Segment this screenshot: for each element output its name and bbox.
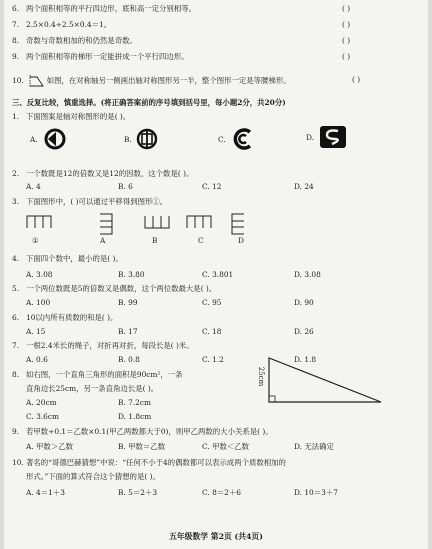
shape-c xyxy=(184,214,214,230)
answer-paren: ( ) xyxy=(342,36,351,45)
question-3: 3. 下面图形中，( )可以通过平移得到图形①。 xyxy=(12,197,168,206)
comb-shape-rotated-icon xyxy=(98,212,114,236)
answer-paren: ( ) xyxy=(342,52,351,61)
question-2: 2. 一个数既是12的倍数又是12的因数，这个数是( )。 xyxy=(12,169,194,178)
s-shape-logo-icon xyxy=(318,124,348,150)
question-10-line-2: 形式。”下面的算式符合这个猜想的是( )。 xyxy=(26,472,160,481)
question-1: 1. 下面图案是轴对称图形的是( )。 xyxy=(12,112,131,121)
question-8-line-2: 直角边长25cm，另一条直角边长是( )。 xyxy=(26,384,159,393)
question-7: 7. 一根2.4米长的绳子，对折再对折，每段长是( )米。 xyxy=(12,341,194,350)
option-b-logo: B. xyxy=(124,128,158,150)
side-length-label: 25cm xyxy=(257,366,266,387)
comb-shape-translated-icon xyxy=(185,214,213,228)
shape-a xyxy=(96,212,116,238)
option-d-logo: D. xyxy=(306,124,348,150)
bank-logo-icon xyxy=(136,128,158,150)
tf-item-6: 6. 两个面积相等的平行四边形，底和高一定分别相等。 ( ) xyxy=(12,4,351,13)
trapezoid-half-figure xyxy=(28,75,44,87)
question-6: 6. 10以内所有质数的和是( )。 xyxy=(12,313,118,322)
tf-item-9: 9. 两个面积相等的梯形一定能拼成一个平行四边形。 ( ) xyxy=(12,52,351,61)
tf-item-7: 7. 2.5×0.4÷2.5×0.4＝1。 ( ) xyxy=(12,20,351,29)
question-4: 4. 下面四个数中，最小的是( )。 xyxy=(12,254,123,263)
question-5: 5. 一个两位数既是5的倍数又是偶数，这个两位数最大是( )。 xyxy=(12,284,217,293)
tf-item-10: 10. 如图，在对称轴另一侧画出轴对称图形另一半，整个图形一定是等腰梯形。 ( ) xyxy=(12,75,361,85)
question-9: 9. 若甲数÷0.1＝乙数×0.1(甲乙两数都大于0)，则甲乙两数的大小关系是( )。 xyxy=(12,427,273,436)
swirl-logo-icon xyxy=(42,128,68,150)
question-8-line-1: 8. 如右图，一个直角三角形的面积是90cm²，一条 xyxy=(12,370,183,379)
comb-shape-icon xyxy=(25,214,53,228)
section-heading: 三、反复比较，慎重选择。(将正确答案前的序号填到括号里，每小题2分，共20分) xyxy=(12,98,286,107)
right-triangle-figure xyxy=(257,352,385,408)
tf-item-8: 8. 奇数与奇数相加的和仍然是奇数。 ( ) xyxy=(12,36,351,45)
c-shape-logo-icon xyxy=(230,128,254,150)
right-triangle-icon xyxy=(257,352,385,406)
comb-shape-flipped-icon xyxy=(143,216,171,230)
question-10-line-1: 10. 著名的“哥德巴赫猜想”中说：“任何不小于4的偶数都可以表示成两个质数相加的 xyxy=(12,458,286,467)
option-a-logo: A. xyxy=(30,128,68,150)
answer-paren: ( ) xyxy=(342,20,351,29)
e-shape-icon xyxy=(230,212,246,236)
option-c-logo: C. xyxy=(218,128,254,150)
shape-original xyxy=(24,214,54,230)
answer-paren: ( ) xyxy=(342,4,351,13)
shape-b xyxy=(142,216,172,232)
answer-paren: ( ) xyxy=(352,75,361,84)
exam-page: 6. 两个面积相等的平行四边形，底和高一定分别相等。 ( ) 7. 2.5×0.4÷2.5×0.4＝1。 ( ) 8. 奇数与奇数相加的和仍然是奇数。 ( ) 9. 两个面积相等的梯形一定能拼成一个平行四边形。 ( ) 10. 如图，在对称轴另一侧画出轴对称图形另一半，整个图形一定是等腰梯形。 ( ) 三、反复比较，慎重选择。(将正确答案前的序号填到括号里，每小题2分，共20分) 1. 下面图案是轴对称图形的是( )。 A. B. C. D. 2. 一个数既是12的倍数又是12的因数，这个数是( )。 A. 4 B. 6 C. 12 D. 24 3. 下面图形中，( )可以通过平移得到图形①。 ① A B C D 4. 下面四个数中，最小的是( )。 A. 3.08 B. 3.80 C. 3.801 D. 3.08 5. 一个两位数既是5的倍数又是偶数，这个两位数最大是( )。 A. 100 B. 99 C. 95 D. 90 6. 10以内所有质数的和是( )。 A. 15 B. 17 C. 18 D. 26 7. 一根2.4米长的绳子，对折再对折，每段长是( )米。 A. 0.6 B. 0.8 C. 1.2 D. 1.8 8. 如右图，一个直角三角形的面积是90cm²，一条 直角边长25cm，另一条直角边长是( )。 A. 20cm B. 7.2cm C. 3.6cm D. 1.8cm 25cm 9. 若甲数÷0.1＝乙数×0.1(甲乙两数都大于0)，则甲乙两数的大小关系是( )。 A. 甲数＞乙数 B. 甲数＝乙数 C. 甲数＜乙数 D. 无法确定 10. 著名的“哥德巴赫猜想”中说：“任何不小于4的偶数都可以表示成两个质数相加的 形式。”下面的算式符合这个猜想的是( )。 A. 4＝1＋3 B. 5＝2＋3 C. 8＝2＋6 D. 10＝3＋7 五年级数学 第2页 (共4页) xyxy=(4,0,428,549)
shape-d xyxy=(228,212,248,238)
page-footer: 五年级数学 第2页 (共4页) xyxy=(169,532,263,541)
